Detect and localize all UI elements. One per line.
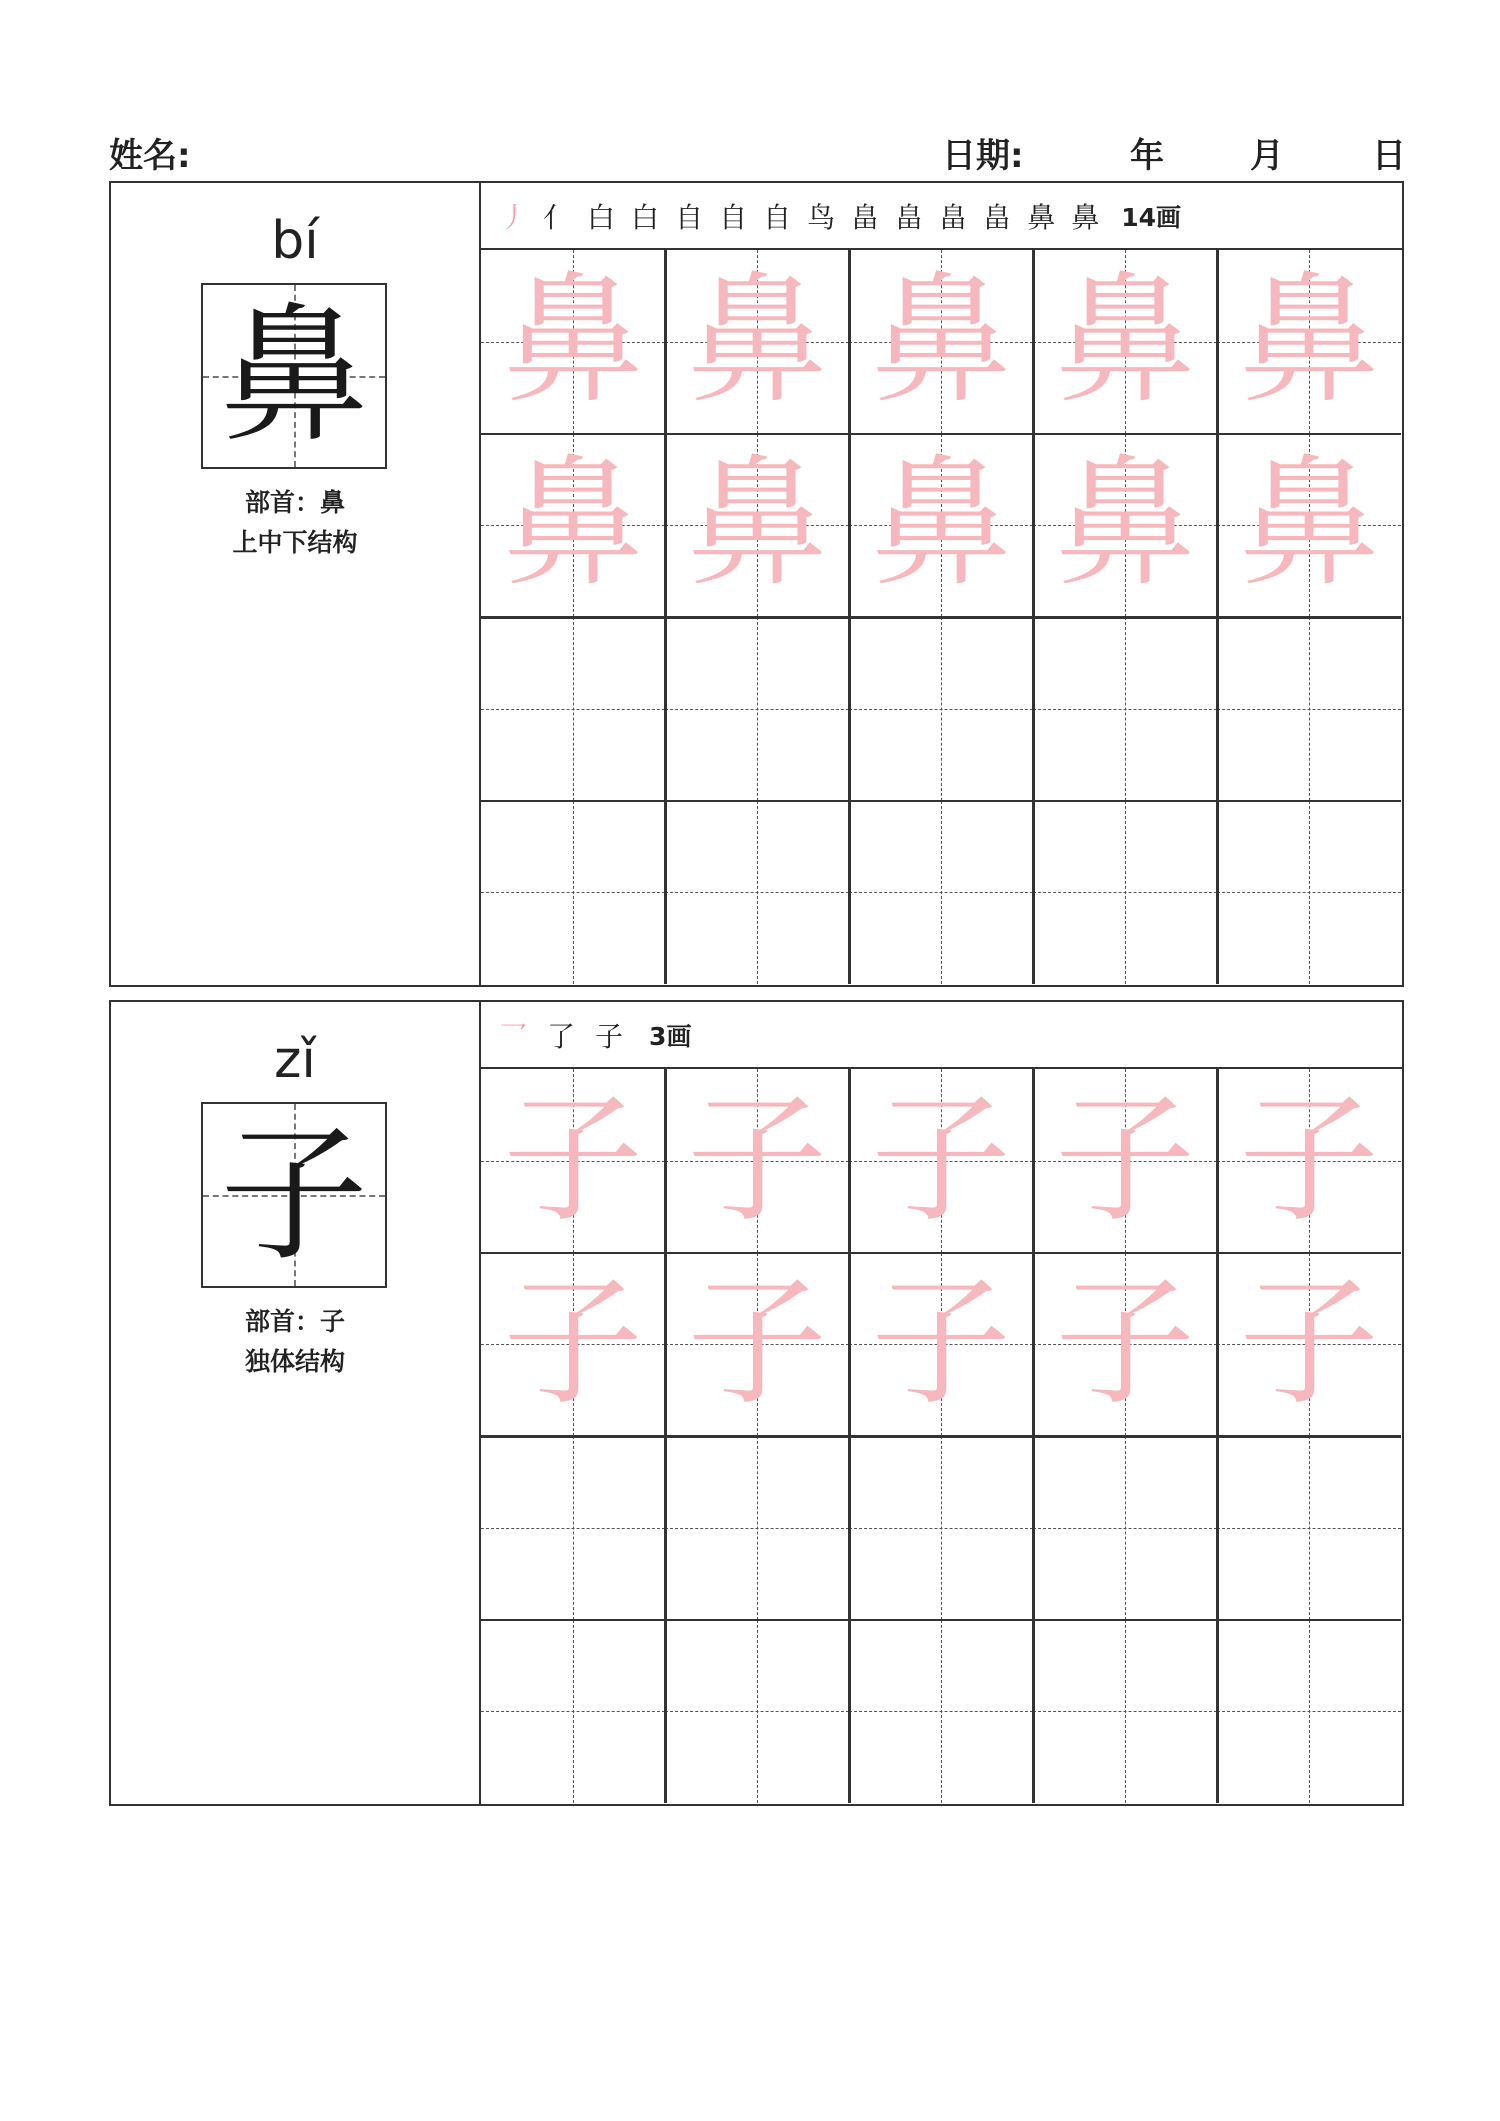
blank-practice-cell [481,801,665,985]
trace-cell [849,250,1033,434]
trace-character: 鼻 [1054,443,1195,607]
stroke-step: 白 [587,200,616,234]
trace-character: 子 [686,1262,827,1426]
trace-cell [665,434,849,618]
blank-practice-cell [1217,617,1401,801]
structure-label: 独体结构 [244,1347,345,1376]
stroke-step: 自 [719,200,748,234]
trace-cell [1033,434,1217,618]
trace-character: 鼻 [1238,443,1379,607]
day-label: 日 [1372,136,1406,176]
trace-cell [1217,1253,1401,1437]
trace-cell [481,1069,665,1253]
blank-practice-cell [665,1436,849,1620]
blank-practice-cell [849,801,1033,985]
trace-cell [1033,1069,1217,1253]
trace-character: 子 [686,1078,827,1242]
blank-practice-cell [1033,617,1217,801]
stroke-step: 畠 [851,200,880,234]
stroke-step: 子 [595,1019,624,1053]
trace-cell [849,1253,1033,1437]
blank-practice-cell [1217,1620,1401,1804]
blank-practice-cell [849,1436,1033,1620]
trace-character: 子 [1054,1262,1195,1426]
stroke-order-bar [481,183,1402,250]
blank-practice-cell [1217,1436,1401,1620]
stroke-step: 白 [631,200,660,234]
blank-practice-cell [1033,1436,1217,1620]
model-character-box [201,1102,387,1288]
model-character: 鼻 [220,290,368,462]
trace-cell [481,434,665,618]
trace-cell [481,250,665,434]
stroke-step: 亻 [543,200,572,234]
practice-grid [481,250,1402,985]
character-info-panel [111,1002,481,1804]
pinyin: bí [271,211,319,271]
trace-cell [665,1253,849,1437]
trace-cell [665,250,849,434]
radical-label: 部首：子 [244,1307,345,1336]
year-label: 年 [1130,136,1164,176]
trace-character: 子 [1238,1262,1379,1426]
trace-character: 鼻 [1238,259,1379,423]
trace-cell [481,1253,665,1437]
blank-practice-cell [481,617,665,801]
blank-practice-cell [1033,801,1217,985]
blank-practice-cell [1217,801,1401,985]
trace-character: 鼻 [1054,259,1195,423]
date-label: 日期: [942,136,1024,176]
trace-character: 子 [502,1262,643,1426]
trace-character: 鼻 [686,259,827,423]
trace-character: 子 [502,1078,643,1242]
trace-character: 鼻 [502,259,643,423]
blank-practice-cell [481,1620,665,1804]
trace-cell [665,1069,849,1253]
trace-character: 鼻 [686,443,827,607]
trace-cell [849,1069,1033,1253]
stroke-step: 丿 [499,200,528,234]
model-character: 子 [220,1109,368,1281]
stroke-step: 鸟 [807,200,836,234]
trace-character: 子 [1054,1078,1195,1242]
radical-label: 部首：鼻 [244,488,345,517]
trace-cell [849,434,1033,618]
character-block-bi [109,181,1404,987]
character-info-panel [111,183,481,985]
trace-cell [1033,250,1217,434]
stroke-step: 畠 [895,200,924,234]
stroke-step: 畠 [983,200,1012,234]
trace-character: 子 [870,1078,1011,1242]
blank-practice-cell [1033,1620,1217,1804]
blank-practice-cell [665,801,849,985]
trace-character: 鼻 [870,443,1011,607]
trace-cell [1217,434,1401,618]
stroke-step: 畠 [939,200,968,234]
stroke-count: 14画 [1121,202,1182,232]
structure-label: 上中下结构 [232,528,358,557]
blank-practice-cell [481,1436,665,1620]
character-block-zi [109,1000,1404,1806]
trace-character: 鼻 [870,259,1011,423]
stroke-step: 了 [547,1019,576,1053]
stroke-count: 3画 [649,1021,692,1051]
name-label: 姓名: [109,136,191,176]
blank-practice-cell [665,1620,849,1804]
trace-character: 鼻 [502,443,643,607]
practice-grid [481,1069,1402,1804]
trace-character: 子 [870,1262,1011,1426]
model-character-box [201,283,387,469]
stroke-step: 自 [763,200,792,234]
stroke-step: 自 [675,200,704,234]
trace-cell [1033,1253,1217,1437]
blank-practice-cell [665,617,849,801]
stroke-step: 鼻 [1071,200,1100,234]
stroke-order-bar [481,1002,1402,1069]
trace-cell [1217,1069,1401,1253]
stroke-step: 鼻 [1027,200,1056,234]
trace-character: 子 [1238,1078,1379,1242]
pinyin: zǐ [274,1030,316,1090]
stroke-step: 乛 [499,1019,528,1053]
trace-cell [1217,250,1401,434]
blank-practice-cell [849,1620,1033,1804]
blank-practice-cell [849,617,1033,801]
month-label: 月 [1250,136,1284,176]
